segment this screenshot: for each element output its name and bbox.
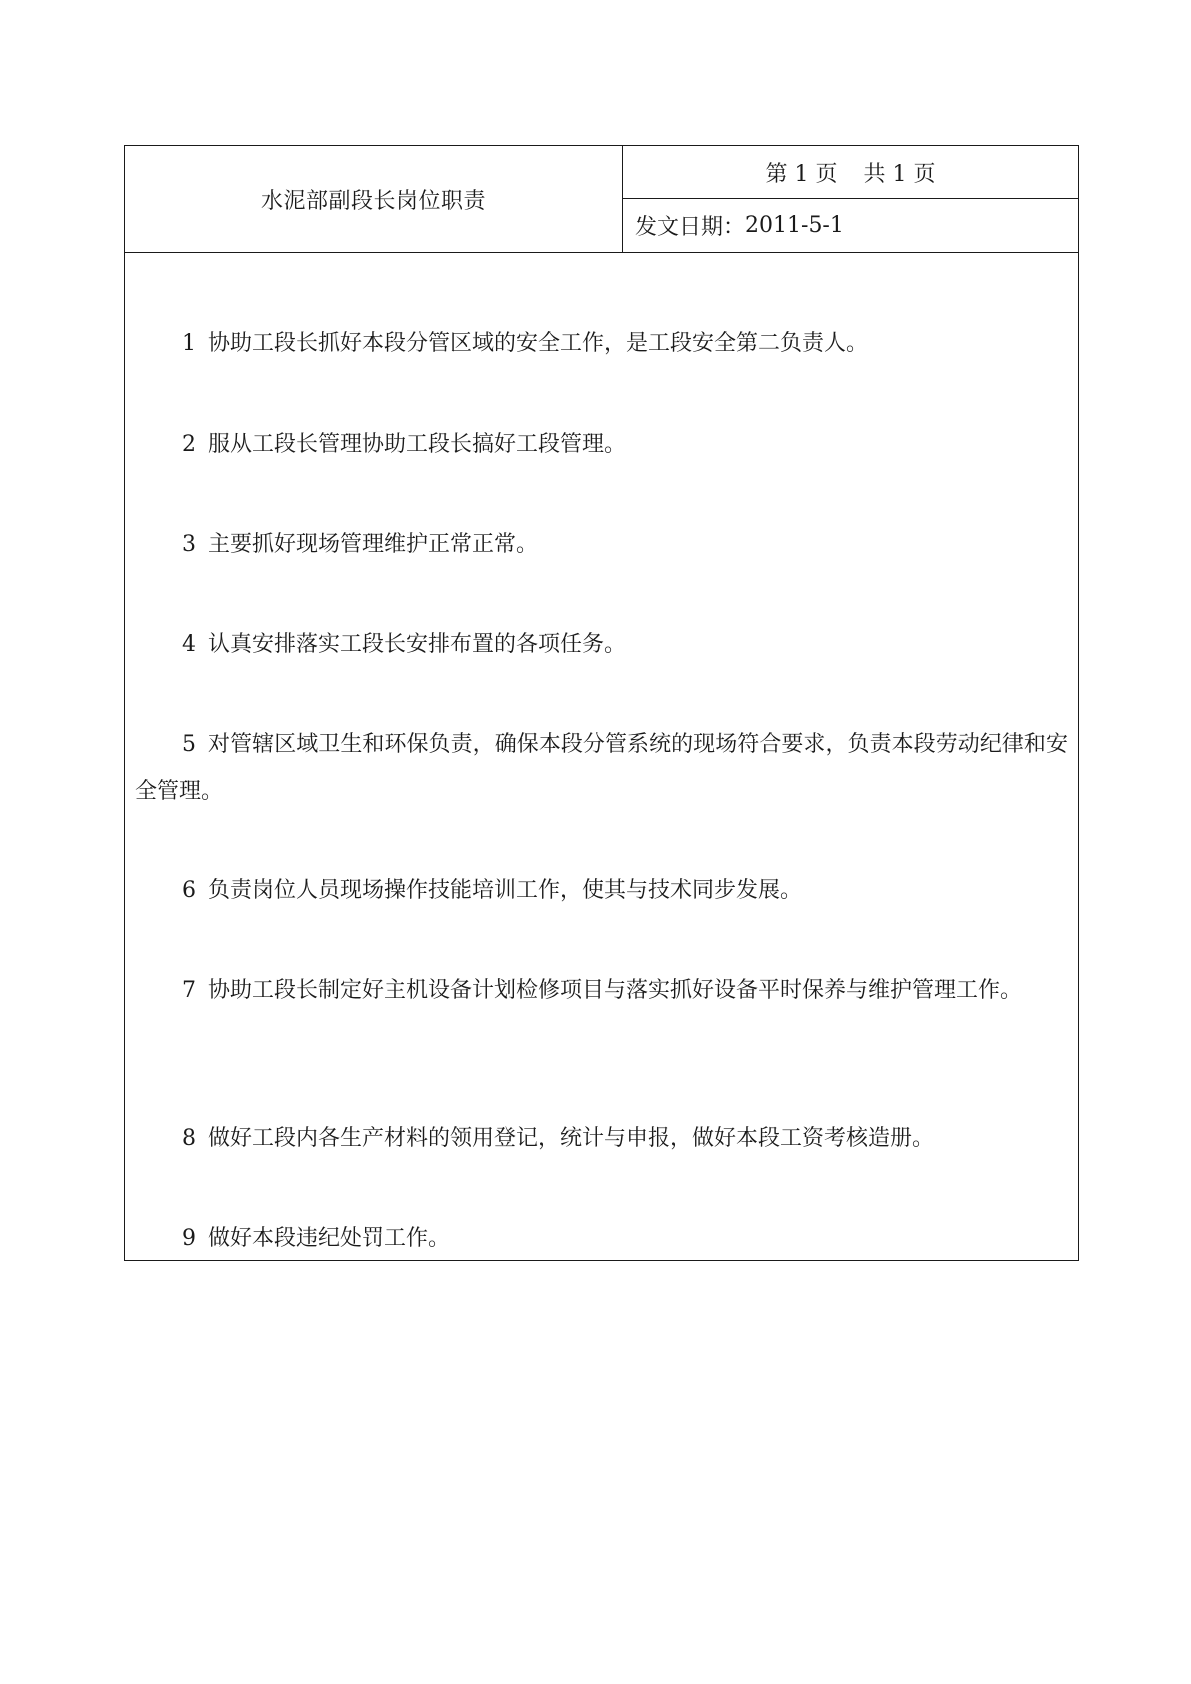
duty-text: 对管辖区域卫生和环保负责，确保本段分管系统的现场符合要求，负责本段劳动纪律和安全管理。 (135, 732, 1068, 804)
document-title: 水泥部副段长岗位职责 (260, 188, 486, 214)
page-info (623, 146, 1078, 199)
duty-number: 4 (182, 632, 196, 657)
duty-item (125, 867, 1078, 914)
duty-item (125, 1215, 1078, 1262)
duty-text: 协助工段长抓好本段分管区域的安全工作，是工段安全第二负责人。 (208, 331, 869, 356)
document-frame (124, 145, 1079, 1261)
duty-item (125, 421, 1078, 468)
duty-number: 9 (182, 1226, 196, 1251)
issue-date-value: 2011-5-1 (745, 213, 844, 238)
issue-date-label: 发文日期： (635, 215, 746, 240)
document-header (125, 146, 1078, 253)
duty-text: 做好本段违纪处罚工作。 (208, 1226, 451, 1251)
duty-text: 协助工段长制定好主机设备计划检修项目与落实抓好设备平时保养与维护管理工作。 (208, 978, 1023, 1003)
duty-number: 3 (182, 532, 196, 557)
duty-number: 8 (182, 1126, 196, 1151)
page-current: 第 1 页 (765, 161, 838, 187)
duty-item (125, 621, 1078, 668)
duty-text: 主要抓好现场管理维护正常正常。 (208, 532, 539, 557)
duty-text: 认真安排落实工段长安排布置的各项任务。 (208, 632, 627, 657)
duty-number: 1 (182, 331, 196, 356)
duty-text: 负责岗位人员现场操作技能培训工作，使其与技术同步发展。 (208, 878, 803, 903)
duty-item (125, 721, 1078, 815)
duty-number: 5 (182, 732, 196, 757)
duty-item (125, 320, 1078, 367)
duty-text: 服从工段长管理协助工段长搞好工段管理。 (208, 432, 627, 457)
issue-date (623, 199, 1078, 252)
duties-list (125, 253, 1078, 1260)
duty-item (125, 521, 1078, 568)
duty-number: 6 (182, 878, 196, 903)
title-cell (125, 146, 623, 252)
duty-item (125, 967, 1078, 1014)
page-total: 共 1 页 (863, 161, 936, 187)
duty-number: 2 (182, 432, 196, 457)
duty-number: 7 (182, 978, 196, 1003)
meta-cell (623, 146, 1078, 252)
duty-text: 做好工段内各生产材料的领用登记，统计与申报，做好本段工资考核造册。 (208, 1126, 935, 1151)
duty-item (125, 1115, 1078, 1162)
